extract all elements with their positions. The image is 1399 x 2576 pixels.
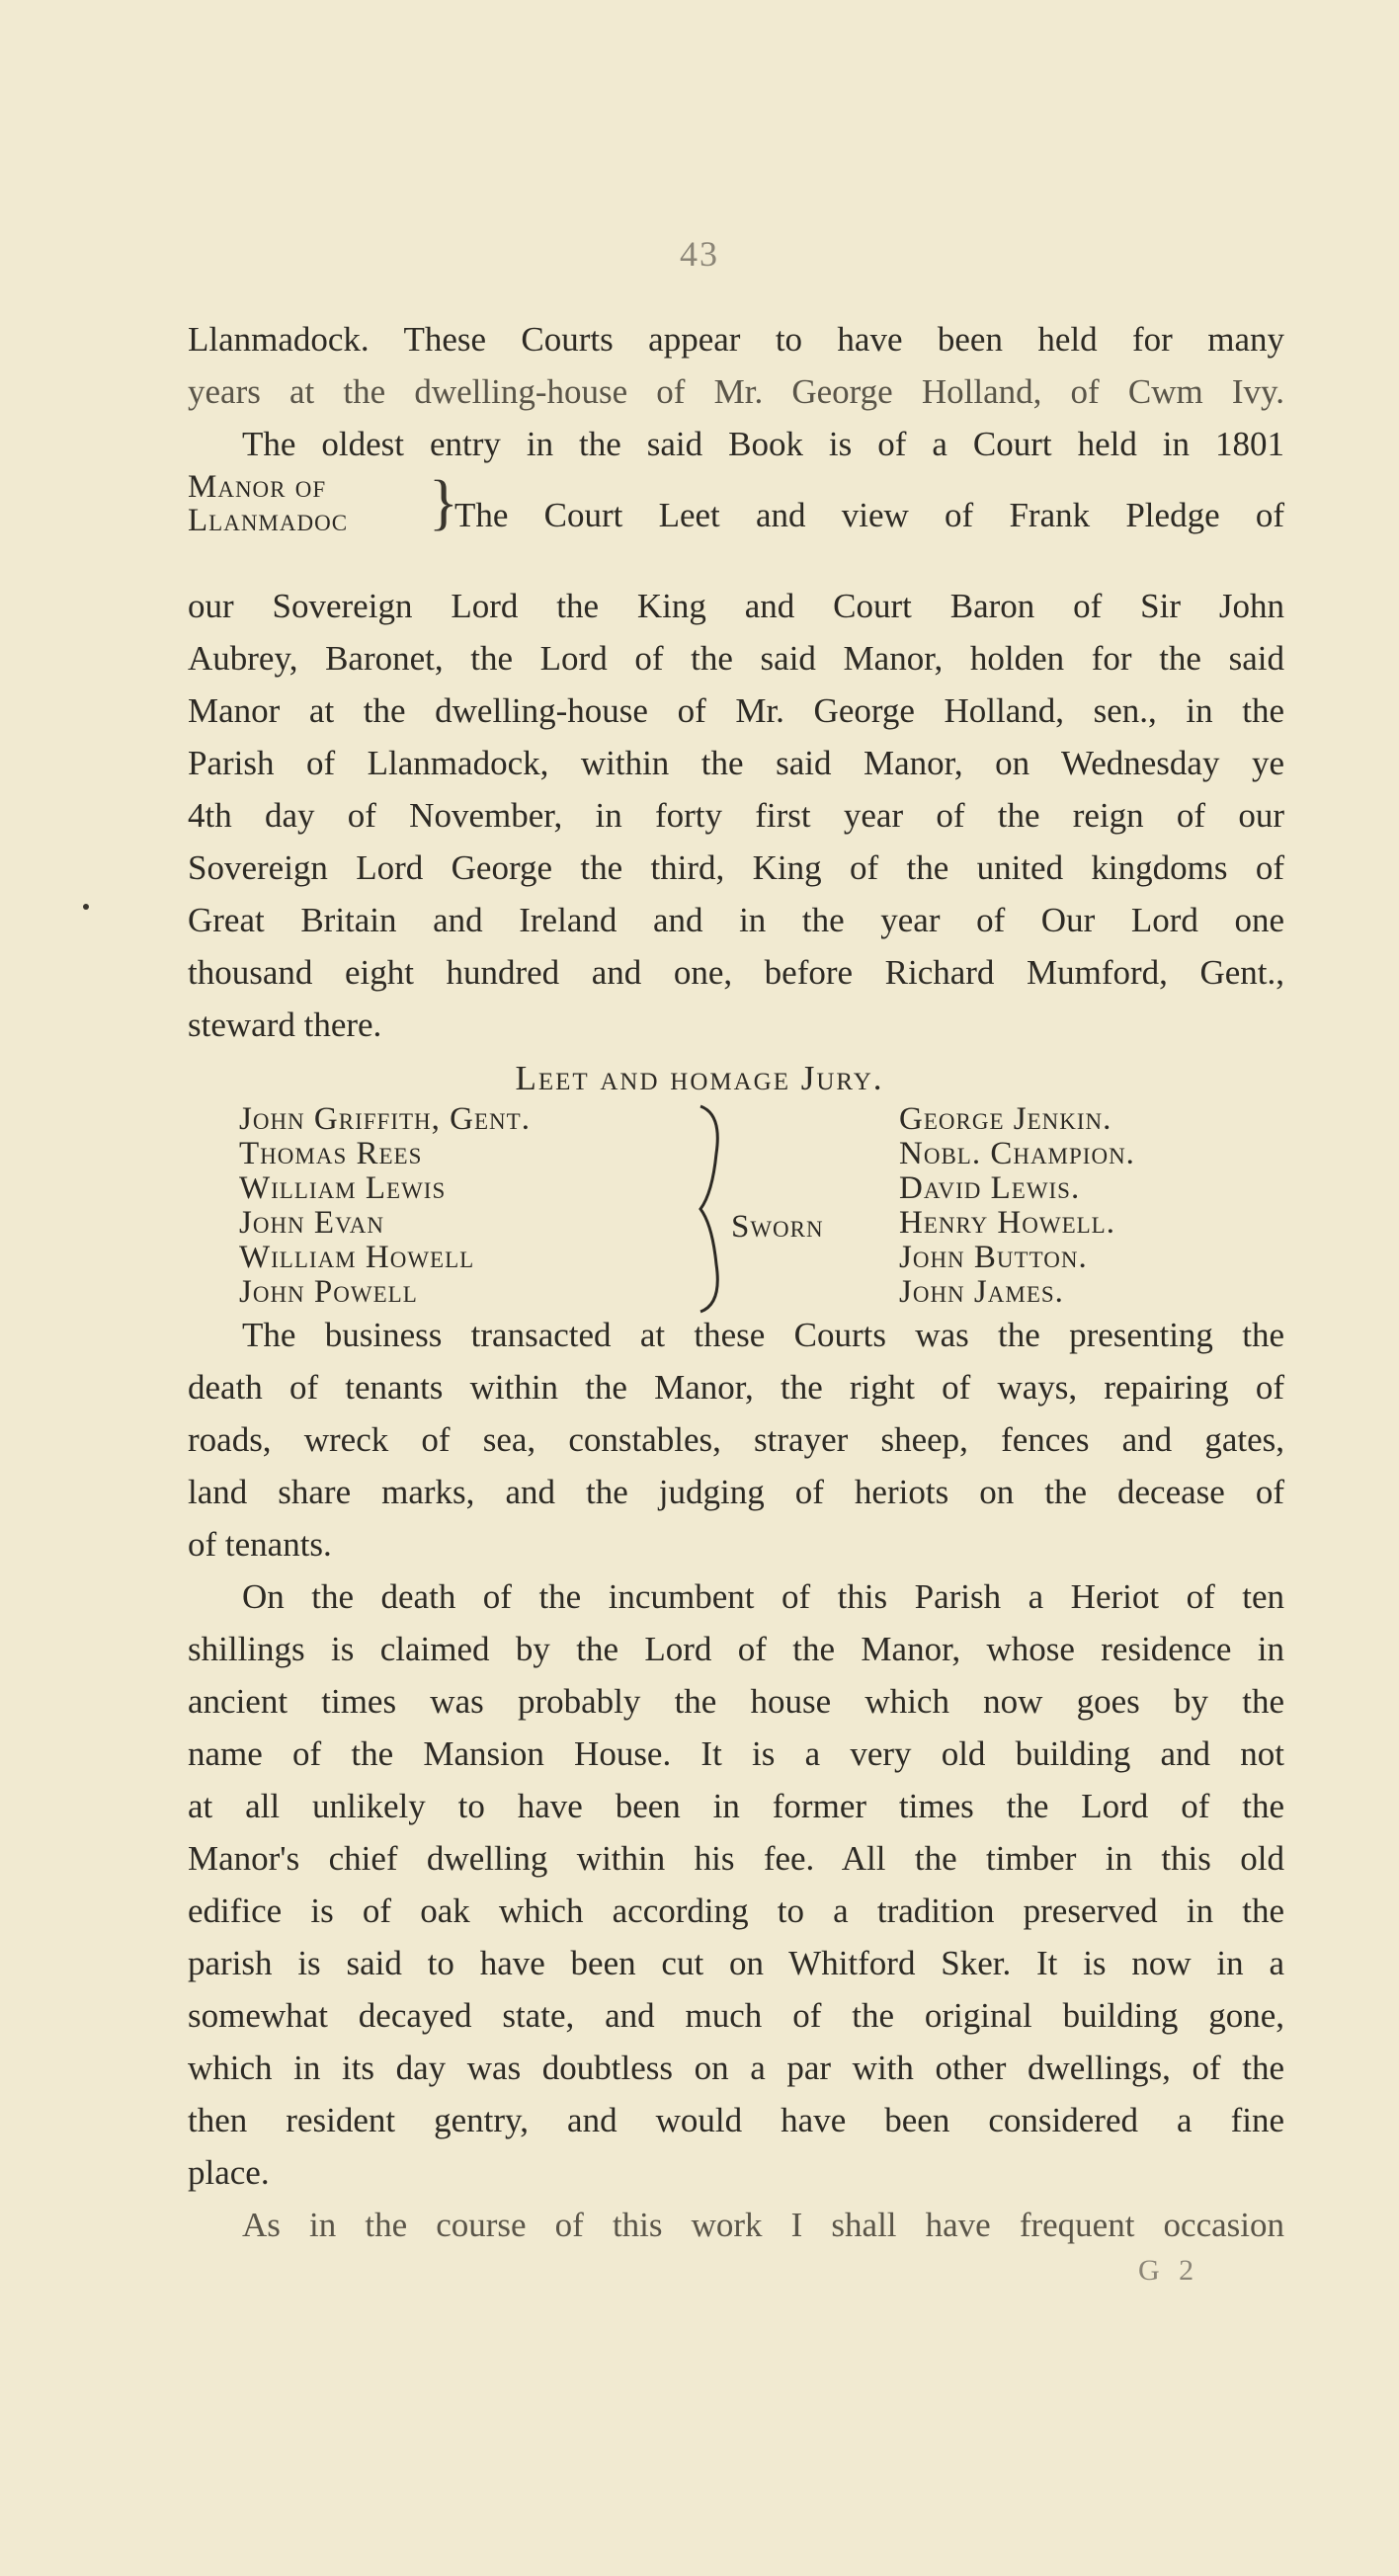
text-line: place. xyxy=(188,2153,270,2192)
text-line: then resident gentry, and would have been considered a fine xyxy=(188,2101,1284,2139)
text-line: of tenants. xyxy=(188,1525,332,1564)
juror-name: Henry Howell. xyxy=(899,1205,1115,1241)
margin-dot xyxy=(83,904,89,910)
juror-name: John Evan xyxy=(239,1205,384,1241)
text-line: edifice is of oak which according to a tradition preserved in the xyxy=(188,1892,1284,1930)
manor-label-line: Manor of xyxy=(188,469,327,505)
page-number: 43 xyxy=(680,234,719,274)
signature-mark: G 2 xyxy=(1138,2254,1200,2287)
manor-label-line: Llanmadoc xyxy=(188,503,349,538)
juror-name: David Lewis. xyxy=(899,1170,1081,1206)
text-line: years at the dwelling-house of Mr. George Holland, of Cwm Ivy. xyxy=(188,372,1284,411)
jury-brace-icon xyxy=(697,1104,730,1314)
text-line: Sovereign Lord George the third, King of the united kingdoms of xyxy=(188,848,1284,887)
text-line: ancient times was probably the house which now goes by the xyxy=(188,1682,1284,1721)
text-line: name of the Mansion House. It is a very old building and not xyxy=(188,1734,1284,1773)
text-line: roads, wreck of sea, constables, strayer sheep, fences and gates, xyxy=(188,1420,1284,1459)
text-line: On the death of the incumbent of this Parish a Heriot of ten xyxy=(242,1577,1284,1616)
manor-heading-block xyxy=(188,470,1284,569)
text-line: As in the course of this work I shall have frequent occasion xyxy=(242,2206,1284,2244)
text-line: 4th day of November, in forty first year of the reign of our xyxy=(188,796,1284,835)
text-line: Aubrey, Baronet, the Lord of the said Manor, holden for the said xyxy=(188,639,1284,678)
text-line: Great Britain and Ireland and in the year of Our Lord one xyxy=(188,901,1284,939)
juror-name: William Lewis xyxy=(239,1170,447,1206)
text-line: death of tenants within the Manor, the right of ways, repairing of xyxy=(188,1368,1284,1407)
juror-name: John Griffith, Gent. xyxy=(239,1101,531,1137)
text-line: shillings is claimed by the Lord of the Manor, whose residence in xyxy=(188,1630,1284,1668)
text-line: thousand eight hundred and one, before Richard Mumford, Gent., xyxy=(188,953,1284,992)
text-line: parish is said to have been cut on Whitford Sker. It is now in a xyxy=(188,1944,1284,1982)
jury-heading: Leet and homage Jury. xyxy=(515,1059,884,1097)
jury-list-left xyxy=(239,1102,531,1310)
juror-name: Nobl. Champion. xyxy=(899,1136,1135,1171)
text-line: The business transacted at these Courts was the presenting the xyxy=(242,1316,1284,1354)
text-line: land share marks, and the judging of heriots on the decease of xyxy=(188,1473,1284,1511)
sworn-label: Sworn xyxy=(731,1209,824,1245)
juror-name: William Howell xyxy=(239,1240,475,1275)
manor-label xyxy=(188,470,348,537)
text-line: Parish of Llanmadock, within the said Manor, on Wednesday ye xyxy=(188,744,1284,782)
juror-name: George Jenkin. xyxy=(899,1101,1112,1137)
text-line: The oldest entry in the said Book is of a Court held in 1801 xyxy=(242,425,1284,463)
juror-name: John Button. xyxy=(899,1240,1088,1275)
text-line: which in its day was doubtless on a par with other dwellings, of the xyxy=(188,2049,1284,2087)
text-line: Llanmadock. These Courts appear to have been held for many xyxy=(188,320,1284,359)
text-line: at all unlikely to have been in former times the Lord of the xyxy=(188,1787,1284,1825)
text-line: Manor at the dwelling-house of Mr. George Holland, sen., in the xyxy=(188,691,1284,730)
brace-icon: } xyxy=(429,469,458,536)
juror-name: John James. xyxy=(899,1274,1064,1310)
text-line: steward there. xyxy=(188,1006,382,1044)
text-line: somewhat decayed state, and much of the original building gone, xyxy=(188,1996,1284,2035)
text-line: Manor's chief dwelling within his fee. All the timber in this old xyxy=(188,1839,1284,1878)
manor-court-text: The Court Leet and view of Frank Pledge of xyxy=(454,496,1284,534)
juror-name: John Powell xyxy=(239,1274,418,1310)
jury-list-right xyxy=(899,1102,1135,1310)
juror-name: Thomas Rees xyxy=(239,1136,423,1171)
text-line: our Sovereign Lord the King and Court Baron of Sir John xyxy=(188,587,1284,625)
